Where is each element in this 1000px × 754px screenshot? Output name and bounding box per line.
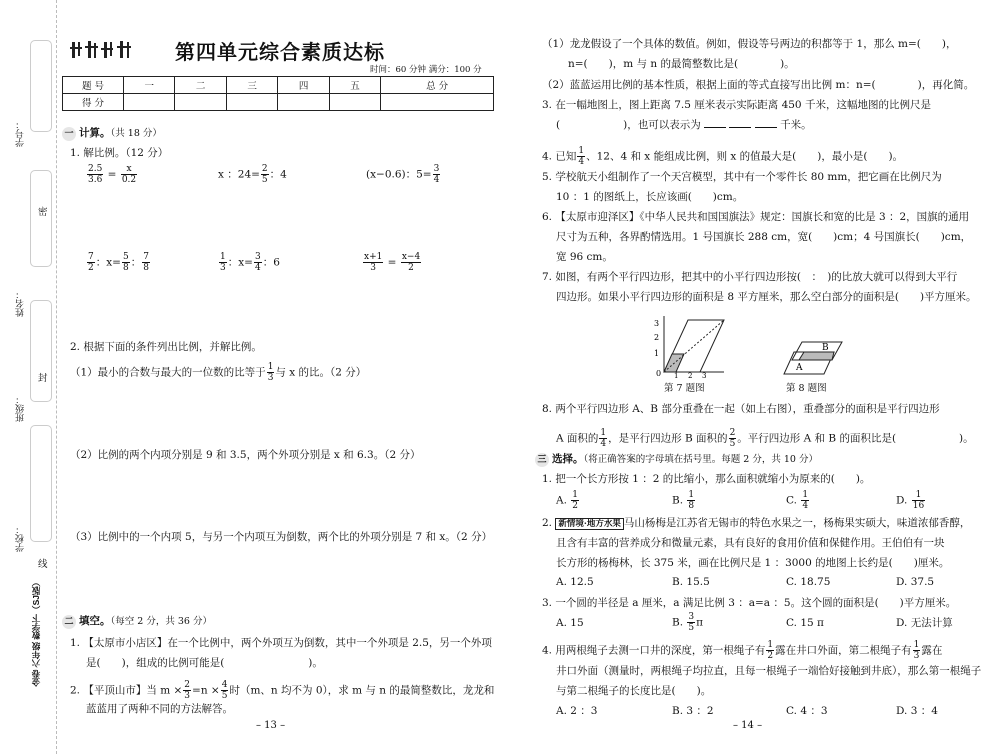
- choice-1-option-a[interactable]: A. $\frac{1}{2}$: [556, 490, 578, 511]
- choice-4-option-d[interactable]: D. 3 ：4: [896, 705, 938, 717]
- section-1-heading: [62, 126, 162, 141]
- choice-2-line-a: 2. 新情境·地方水果 马山杨梅是江苏省无锡市的特色水果之一，杨梅果实硕大，味道浓郁香醇，: [542, 517, 971, 529]
- section-points: （将正确答案的字母填在括号里。每题 2 分，共 10 分）: [583, 454, 818, 465]
- score-cell[interactable]: [124, 94, 175, 111]
- fig7-tick-x: 3: [702, 372, 707, 378]
- choice-4-option-c[interactable]: C. 4 ：3: [786, 705, 828, 717]
- fill-2-1-line-a: （1）龙龙假设了一个具体的数值。例如，假设等号两边的积都等于 1，那么 m=( )，: [542, 38, 957, 50]
- equation-6: $\frac{x+1}{3}$ = $\frac{x-4}{2}$: [364, 252, 421, 273]
- choice-1-option-b[interactable]: B. $\frac{1}{8}$: [672, 490, 695, 511]
- choice-2-option-c[interactable]: C. 18.75: [786, 576, 831, 588]
- fill-1-line-b: 是( )，组成的比例可能是( )。: [86, 657, 323, 669]
- blank[interactable]: [704, 127, 726, 128]
- choice-2-line-c: 长方形的杨梅林，长 375 米，画在比例尺是 1 ：3000 的地图上长约是( )厘米。: [556, 557, 950, 569]
- fill-2-line-b: 蓝蓝用了两种不同的方法解答。: [86, 703, 233, 715]
- blank[interactable]: [729, 127, 751, 128]
- question-1-2-1: （1）最小的合数与最大的一位数的比等于 $\frac{1}{3}$ 与 x 的比。（2 分）: [70, 362, 367, 383]
- blank[interactable]: [755, 127, 777, 128]
- student-id-box[interactable]: [30, 40, 52, 132]
- seal-mark-xian: 线: [38, 559, 48, 570]
- fill-1-line-a: 1. 【太原市小店区】在一个比例中，两个外项互为倒数，其中一个外项是 2.5，另一个外项: [70, 637, 492, 649]
- fill-4: 4. 已知 $\frac{1}{4}$ 、12、4 和 x 能组成比例，则 x 的值最大是( )，最小是( )。: [542, 146, 904, 167]
- section-title: 填空。: [79, 615, 111, 627]
- choice-3-option-b[interactable]: B. $\frac{3}{5}$ π: [672, 612, 704, 633]
- fig7-tick-x: 1: [674, 372, 679, 378]
- score-header-cell: 题 号: [63, 77, 124, 94]
- choice-2-line-b: 且含有丰富的营养成分和微量元素，具有良好的食用价值和保健作用。王伯伯有一块: [556, 537, 945, 549]
- fill-6-line-b: 尺寸为五种，各界酌情选用。1 号国旗长 288 cm，宽( )cm；4 号国旗长( )cm，: [556, 231, 972, 243]
- school-label: 学校：: [16, 525, 26, 552]
- question-1-2-2: （2）比例的两个内项分别是 9 和 3.5，两个外项分别是 x 和 6.3。（2 分）: [70, 449, 421, 461]
- fig7-tick-y: 1: [654, 349, 660, 358]
- score-cell[interactable]: [278, 94, 329, 111]
- fig8-label-b: B: [822, 343, 829, 353]
- choice-3-option-c[interactable]: C. 15 π: [786, 617, 824, 629]
- choice-3-option-a[interactable]: A. 15: [556, 617, 584, 629]
- choice-4-line-c: 与第二根绳子的长度比是( )。: [556, 685, 712, 697]
- fig7-tick-origin: 0: [656, 369, 662, 378]
- binding-strip: [0, 0, 58, 754]
- student-id-label: 学号：: [16, 120, 26, 147]
- figure-8-caption: 第 8 题图: [786, 383, 827, 394]
- section-title: 选择。: [552, 453, 584, 465]
- section-points: （共 18 分）: [110, 128, 162, 139]
- series-label: 金卷 六年级 数学下（SJ版）: [31, 578, 41, 687]
- equation-3: (x−0.6)：5= $\frac{3}{4}$: [366, 164, 440, 185]
- choice-1-option-c[interactable]: C. $\frac{1}{4}$: [786, 490, 809, 511]
- score-table: [62, 76, 494, 111]
- question-1-2: 2. 根据下面的条件列出比例，并解比例。: [70, 341, 262, 353]
- fill-8-line-b: A 面积的 $\frac{1}{4}$ ，是平行四边形 B 面积的 $\frac{2}{5}$ 。平行四边形 A 和 B 的面积比是( )。: [556, 428, 974, 449]
- score-cell[interactable]: [226, 94, 277, 111]
- choice-1-option-d[interactable]: D. $\frac{1}{16}$: [896, 490, 925, 511]
- fill-8-line-a: 8. 两个平行四边形 A、B 部分重叠在一起（如上右图），重叠部分的面积是平行四边形: [542, 403, 940, 415]
- brand-logo: [70, 38, 142, 64]
- fill-6-line-a: 6. 【太原市迎泽区】《中华人民共和国国旗法》规定：国旗长和宽的比是 3 ：2，国旗的通用: [542, 211, 970, 223]
- fig8-label-a: A: [796, 363, 803, 373]
- section-number: 三: [535, 453, 549, 467]
- equation-2: x ：24= $\frac{2}{5}$ ：4: [218, 164, 287, 185]
- page-number-right: – 14 –: [733, 720, 763, 731]
- seal-mark-mi: 密: [38, 207, 48, 218]
- choice-3-option-d[interactable]: D. 无法计算: [896, 617, 953, 629]
- question-1-2-3: （3）比例中的一个内项 5，与另一个内项互为倒数，两个比的外项分别是 7 和 x。（2 分）: [70, 531, 493, 543]
- choice-2-option-a[interactable]: A. 12.5: [556, 576, 594, 588]
- figure-8-diagram: [782, 330, 852, 376]
- class-label: 班级：: [16, 395, 26, 422]
- fill-2-1-line-b: n=( )，m 与 n 的最简整数比是( )。: [568, 58, 795, 70]
- figure-7-diagram: [650, 312, 730, 378]
- school-box[interactable]: [30, 425, 52, 542]
- fill-3-line-b: ( )，也可以表示为 千米。: [556, 119, 812, 131]
- equation-4: $\frac{7}{2}$ ：x= $\frac{5}{8}$ ： $\frac{7}{8}$: [88, 252, 149, 273]
- section-title: 计算。: [79, 127, 111, 139]
- choice-4-option-a[interactable]: A. 2 ：3: [556, 705, 598, 717]
- fig7-tick-x: 2: [688, 372, 693, 378]
- choice-4-line-b: 井口外面（测量时，两根绳子均拉直，且每一根绳子一端恰好接触到井底），那么第一根绳子: [556, 665, 982, 677]
- context-tag: 新情境·地方水果: [555, 518, 623, 530]
- section-2-heading: [62, 614, 212, 629]
- equation-5: $\frac{1}{3}$ ：x= $\frac{3}{4}$ ：6: [220, 252, 280, 273]
- choice-2-option-b[interactable]: B. 15.5: [672, 576, 710, 588]
- score-header-cell: 二: [175, 77, 226, 94]
- score-header-cell: 三: [226, 77, 277, 94]
- fill-2-2: （2）蓝蓝运用比例的基本性质，根据上面的等式直接写出比例 m：n=( )，再化简。: [542, 79, 975, 91]
- section-3-heading: [535, 452, 818, 467]
- score-cell[interactable]: [175, 94, 226, 111]
- fig7-tick-y: 3: [654, 319, 660, 328]
- class-box[interactable]: [30, 300, 52, 402]
- equation-1: $\frac{2.5}{3.6}$ = $\frac{x}{0.2}$: [88, 164, 137, 185]
- fill-5-line-b: 10 ：1 的图纸上，长应该画( )cm。: [556, 191, 744, 203]
- choice-1: 1. 把一个长方形按 1 ：2 的比缩小，那么面积就缩小为原来的( )。: [542, 473, 871, 485]
- score-row-label: 得 分: [63, 94, 124, 111]
- name-box[interactable]: [30, 170, 52, 267]
- score-header-cell: 总 分: [381, 77, 494, 94]
- fill-5-line-a: 5. 学校航天小组制作了一个天宫模型，其中有一个零件长 80 mm，把它画在比例尺为: [542, 171, 942, 183]
- section-number: 二: [62, 615, 76, 629]
- question-1-1: 1. 解比例。（12 分）: [70, 147, 169, 159]
- score-table-score-row: [63, 94, 494, 111]
- exam-meta: 时间：60 分钟 满分：100 分: [370, 65, 482, 75]
- section-points: （每空 2 分，共 36 分）: [110, 616, 212, 627]
- page-number-left: – 13 –: [256, 720, 286, 731]
- fill-2-line-a: 2. 【平顶山市】当 m × $\frac{2}{3}$ =n × $\frac{4}{5}$ 时（m、n 均不为 0），求 m 与 n 的最简整数比，龙龙和: [70, 680, 495, 701]
- choice-3: 3. 一个圆的半径是 a 厘米，a 满足比例 3 ：a=a ：5。这个圆的面积是( )平方厘米。: [542, 597, 957, 609]
- score-header-cell: 四: [278, 77, 329, 94]
- fill-3-line-a: 3. 在一幅地图上，图上距离 7.5 厘米表示实际距离 450 千米，这幅地图的比例尺是: [542, 99, 931, 111]
- choice-4-line-a: 4. 用两根绳子去测一口井的深度，第一根绳子有 $\frac{1}{2}$ 露在井口外面，第二根绳子有 $\frac{1}{3}$ 露在: [542, 640, 943, 661]
- score-cell[interactable]: [329, 94, 380, 111]
- fill-6-line-c: 宽 96 cm。: [556, 251, 613, 263]
- fill-7-line-b: 四边形。如果小平行四边形的面积是 8 平方厘米，那么空白部分的面积是( )平方厘米。: [556, 291, 977, 303]
- choice-4-option-b[interactable]: B. 3 ：2: [672, 705, 714, 717]
- score-header-cell: 五: [329, 77, 380, 94]
- figure-7-caption: 第 7 题图: [664, 383, 705, 394]
- section-number: 一: [62, 127, 76, 141]
- score-table-header-row: [63, 77, 494, 94]
- cut-line: [56, 0, 57, 754]
- score-header-cell: 一: [124, 77, 175, 94]
- page-title: 第四单元综合素质达标: [175, 40, 385, 64]
- fill-7-line-a: 7. 如图，有两个平行四边形，把其中的小平行四边形按( ： )的比放大就可以得到大平行: [542, 271, 958, 283]
- choice-2-option-d[interactable]: D. 37.5: [896, 576, 935, 588]
- score-cell[interactable]: [381, 94, 494, 111]
- seal-mark-feng: 封: [38, 373, 48, 384]
- fig7-tick-y: 2: [654, 333, 660, 342]
- name-label: 姓名：: [16, 290, 26, 317]
